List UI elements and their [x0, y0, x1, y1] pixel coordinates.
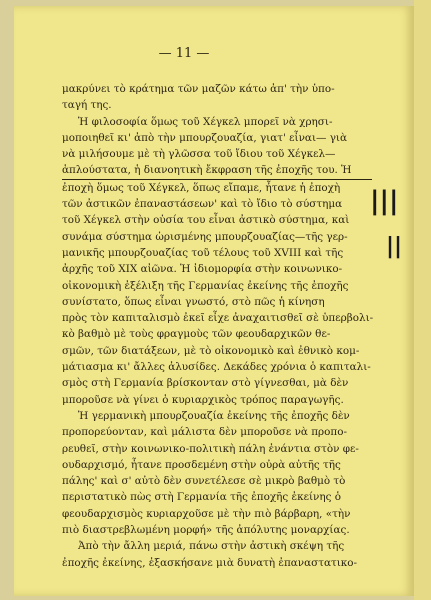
- text-line: πρὸς τὸν καπιταλισμὸ ἐκεῖ εἶχε ἀναχαιτισθεῖ σὲ ὑπερβολι-: [62, 312, 374, 325]
- text-line: οἰκονομικὴ ἐξέλιξη τῆς Γερμανίας ἐκείνης τῆς ἐποχῆς: [62, 279, 349, 292]
- text-line: Ἡ γερμανικὴ μπουρζουαζία ἐκείνης τῆς ἐποχῆς δὲν: [78, 409, 350, 422]
- text-line: προπορεύονταν, καὶ μάλιστα δὲν μποροῦσε νὰ προπο-: [62, 426, 347, 439]
- text-line: ἀρχῆς τοῦ XIX αἰῶνα. Ἡ ἰδιομορφία στὴν κοινωνικο-: [62, 263, 343, 276]
- text-line: σμὸς στὴ Γερμανία βρίσκονταν στὸ γίγνεσθαι, μὰ δὲν: [62, 377, 349, 390]
- text-line: συνίστατο, ὅπως εἶναι γνωστό, στὸ πῶς ἡ κίνηση: [62, 295, 325, 308]
- text-line: Ἡ φιλοσοφία ὅμως τοῦ Χέγκελ μπορεῖ νὰ χρησι-: [78, 115, 333, 128]
- text-line: μανικῆς μπουρζουαζίας τοῦ τέλους τοῦ XVIII καὶ τῆς: [62, 246, 344, 259]
- text-line: ρευθεῖ, στὴν κοινωνικο-πολιτικὴ πάλη ἐνάντια στὸν φε-: [62, 442, 359, 455]
- text-line: πάλης' καὶ σ' αὐτὸ δὲν συνετέλεσε σὲ μικρὸ βαθμὸ τὸ: [62, 475, 346, 488]
- body-text: [62, 81, 372, 571]
- text-line: τοῦ Χέγκελ στὴν οὐσία του εἶναι ἀστικὸ σύστημα, καὶ: [62, 214, 350, 227]
- document-page: [14, 6, 414, 596]
- text-line: πιὸ διαστρεβλωμένη μορφή» τῆς ἀπόλυτης μοναρχίας.: [62, 524, 350, 537]
- page-number: — 11 —: [158, 46, 210, 61]
- text-line: ἐποχῆς ἐκείνης, ἐξασκήσανε μιὰ δυνατὴ ἐπαναστατικο-: [62, 556, 358, 569]
- text-line: μοποιηθεῖ κι' ἀπὸ τὴν μπουρζουαζία, γιατ' εἶναι— γιὰ: [62, 131, 348, 144]
- page-edge: [414, 0, 431, 600]
- text-line: ταγή της.: [62, 99, 112, 112]
- underlined-text-line: ἁπλούστατα, ἡ διανοητικὴ ἔκφραση τῆς ἐποχῆς του. Ἡ: [62, 162, 372, 179]
- text-line: μακρύνει τὸ κράτημα τῶν μαζῶν κάτω ἀπ' τὴν ὑπο-: [62, 83, 335, 95]
- margin-mark-double: ||: [386, 234, 403, 259]
- text-line: φεουδαρχισμὸς κυριαρχοῦσε μὲ τὴν πιὸ βάρβαρη, «τὴν: [62, 507, 351, 520]
- text-line: κὸ βαθμὸ μὲ τοὺς φραγμοὺς τῶν φεουδαρχικῶν θε-: [62, 328, 331, 341]
- text-line: νὰ μιλήσουμε μὲ τὴ γλῶσσα τοῦ ἴδιου τοῦ Χέγκελ—: [62, 148, 336, 161]
- text-line: Ἀπὸ τὴν ἄλλη μεριά, πάνω στὴν ἀστικὴ σκέψη τῆς: [78, 540, 345, 553]
- text-line: ἐποχὴ ὅμως τοῦ Χέγκελ, ὅπως εἴπαμε, ἦτανε ἡ ἐποχὴ: [62, 181, 341, 194]
- text-line: ουδαρχισμό, ἦτανε προσδεμένη στὴν οὐρὰ αὐτῆς τῆς: [62, 458, 341, 471]
- margin-mark-triple: |||: [370, 186, 399, 216]
- text-line: μάτιασμα κι' ἄλλες ἁλυσίδες. Δεκάδες χρόνια ὁ καπιταλι-: [62, 361, 371, 374]
- text-line: τῶν ἀστικῶν ἐπαναστάσεων' καὶ τὸ ἴδιο τὸ σύστημα: [62, 198, 343, 211]
- text-line: μποροῦσε νὰ γίνει ὁ κυριαρχικὸς τρόπος παραγωγῆς.: [62, 393, 344, 406]
- text-line: σμῶν, τῶν διατάξεων, μὲ τὸ οἰκονομικὸ καὶ ἐθνικὸ κομ-: [62, 344, 360, 357]
- text-line: περιστατικὸ πὼς στὴ Γερμανία τῆς ἐποχῆς ἐκείνης ὁ: [62, 491, 341, 504]
- text-line: συνάμα σύστημα ὡρισμένης μπουρζουαζίας—τῆς γερ-: [62, 230, 348, 243]
